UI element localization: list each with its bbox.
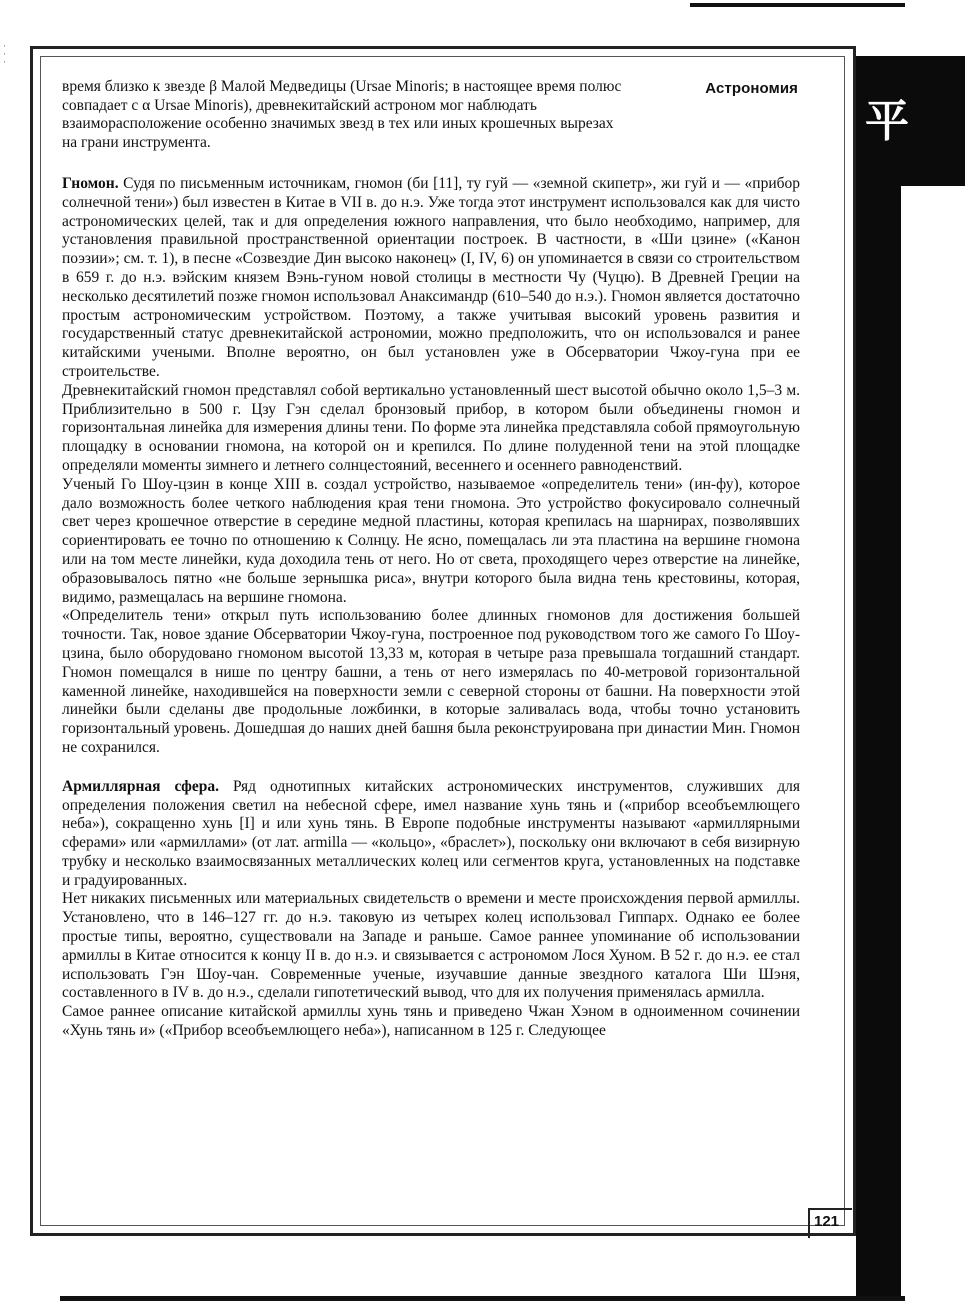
chinese-character-icon: 平 [865, 96, 909, 147]
article-body [62, 175, 800, 1041]
paragraph: Древнекитайский гномон представлял собой вертикально установленный шест высотой обычно около 1,5–3 м. Приблизительно в 500 г. Цзу Гэн сделал бронзовый прибор, в котором были объединены гномон и горизонтальная линейка для измерения длины тени. По форме эта линейка представляла собой прямоугольную площадку в основании гномона, на которой он и крепился. По длине полуденной тени на этой площадке определяли моменты зимнего и летнего солнцестояний, весеннего и осеннего равноденствий. [62, 381, 800, 474]
running-head: Астрономия [705, 80, 798, 97]
section-title-armillary: Армиллярная сфера. [62, 777, 220, 795]
paragraph: Ученый Го Шоу-цзин в конце XIII в. создал устройство, называемое «определитель тени» (ин-фу), которое дало возможность более четкого наблюдения края тени гномона. Это устройство фокусировало солнечный свет через крошечное отверстие в середине медной пластины, которая крепилась на шарнирах, позволявших сориентировать ее точно по отношению к Солнцу. Не ясно, помещалась ли эта пластина на вершине гномона или на том месте линейки, куда доходила тень от него. Но от света, проходящего через отверстие на линейке, образовывалось пятно «не больше зернышка риса», внутри которого была видна тень крестовины, которая, видимо, размещалась на вершине гномона. [62, 475, 800, 606]
page-header [62, 78, 800, 152]
page-number: 121 [814, 1213, 840, 1230]
top-rule [690, 3, 905, 7]
bottom-rule [60, 1296, 905, 1301]
section-armillary-p1 [62, 778, 800, 891]
chapter-tab-strip [856, 186, 901, 1296]
paragraph: Самое раннее описание китайской армиллы хунь тянь и приведено Чжан Хэном в одноименном сочинении «Хунь тянь и» («Прибор всеобъемлющего неба»), написанном в 125 г. Следующее [62, 1003, 800, 1040]
section-gnomon-p1 [62, 175, 800, 382]
paragraph: Судя по письменным источникам, гномон (би [11], ту гуй — «земной скипетр», жи гуй и — «прибор солнечной тени») был известен в Китае в VII в. до н.э. Уже тогда этот инструмент использовался как для чисто астрономических целей, так и для определения южного направления, что было необходимо, например, для установления правильной пространственной ориентации построек. В частности, в «Ши цзине» («Канон поэзии»; см. т. 1), в песне «Созвездие Дин высоко наконец» (I, IV, 6) он упоминается в связи со строительством в 659 г. до н.э. вэйским князем Вэнь-гуном новой столицы в местности Чу (Чуцю). В Древней Греции на несколько десятилетий позже гномон использовал Анаксимандр (610–540 до н.э.). Гномон является достаточно простым астрономическим устройством. Поэтому, а также учитывая высокий уровень развития и государственный статус древнекитайской астрономии, можно предположить, что он использовался и ранее китайскими учеными. Вполне вероятно, он был установлен уже в Обсерватории Чжоу-гуна при ее строительстве. [62, 175, 800, 380]
margin-marks: · · · [3, 41, 6, 67]
section-title-gnomon: Гномон. [62, 175, 119, 192]
paragraph: Ряд однотипных китайских астрономических инструментов, служивших для определения положения светил на небесной сфере, имел название хунь тянь и («прибор всеобъемлющего неба»), сокращенно хунь [I] и или хунь тянь. В Европе подобные инструменты называют «армиллярными сферами» или «армиллами» (от лат. armilla — «кольцо», «браслет»), поскольку они включают в себя визирную трубку и несколько взаимосвязанных металлических колец или сегментов круга, установленных на подставке и градуированных. [62, 777, 800, 889]
paragraph: Нет никаких письменных или материальных свидетельств о времени и месте происхождения первой армиллы. Установлено, что в 146–127 гг. до н.э. таковую из четырех колец использовал Гиппарх. Однако ее более простые типы, вероятно, существовали на Западе и раньше. Самое раннее упоминание об использовании армиллы в Китае относится к концу II в. до н.э. и связывается с астрономом Лося Хуном. В 52 г. до н.э. ее стал использовать Гэн Шоу-чан. Современные ученые, изучавшие данные звездного каталога Ши Шэня, составленного в IV в. до н.э., сделали гипотетический вывод, что для их получения применялась армилла. [62, 890, 800, 1002]
intro-paragraph: время близко к звезде β Малой Медведицы (Ursae Minoris; в настоящее время полюс совпадает с α Ursae Minoris), древнекитайский астроном мог наблюдать взаиморасположение особенно значимых звезд в тех или иных крошечных вырезах на грани инструмента. [62, 78, 622, 151]
paragraph: «Определитель тени» открыл путь использованию более длинных гномонов для достижения большей точности. Так, новое здание Обсерватории Чжоу-гуна, построенное под руководством того же самого Го Шоу-цзина, было оборудовано гномоном высотой 13,33 м, которая в четыре раза превышала тогдашний стандарт. Гномон помещался в нише по центру башни, а тень от него измерялась по 40-метровой горизонтальной каменной линейке, находившейся на поверхности земли с северной стороны от башни. На поверхности этой линейки были сделаны две продольные ложбинки, в которые заливалась вода, чтобы точно установить горизонтальный уровень. Дошедшая до наших дней башня была реконструирована при династии Мин. Гномон не сохранился. [62, 607, 800, 756]
